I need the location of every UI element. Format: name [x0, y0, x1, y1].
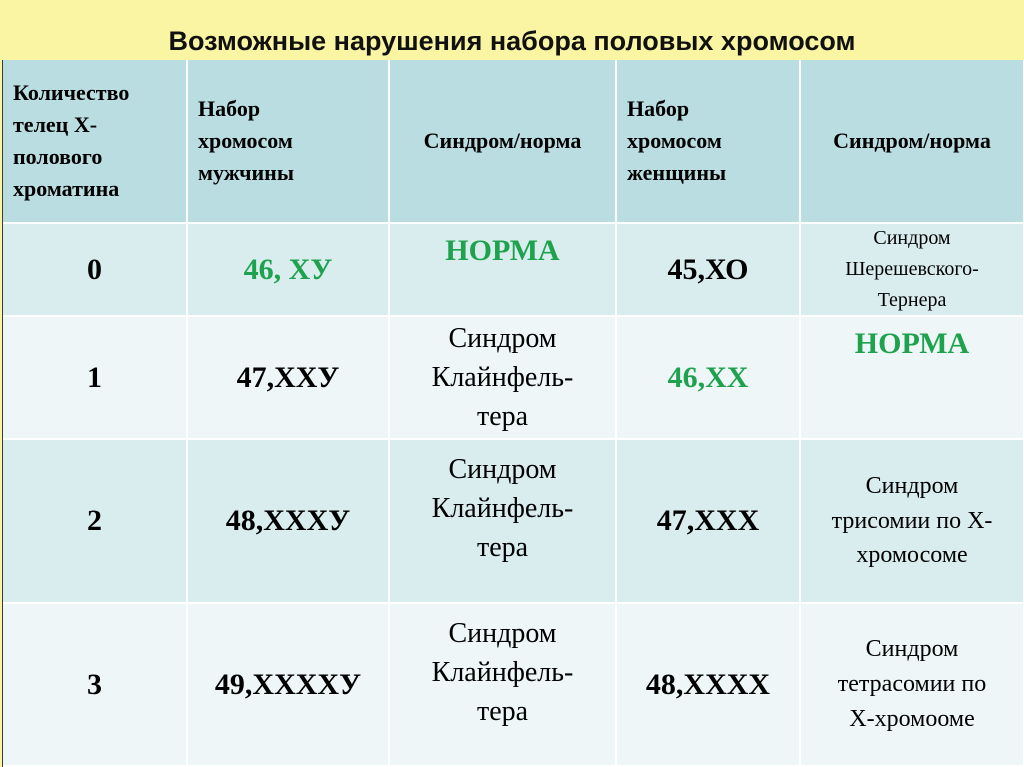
header-male-line1: Набор: [198, 96, 261, 122]
row1-male-syndrome-line2: Клайнфель-: [431, 361, 574, 393]
header-male-syndrome: Синдром/норма: [390, 60, 617, 224]
header-count-line4: хроматина: [13, 175, 120, 201]
row2-male-set: 48,ХХХУ: [188, 440, 390, 604]
header-male-line3: мужчины: [198, 159, 295, 185]
row2-female-syndrome-line3: хромосоме: [856, 542, 968, 569]
row3-female-syndrome: [801, 604, 1024, 767]
header-count: [3, 60, 188, 224]
row2-count: 2: [3, 440, 188, 604]
row0-male-syndrome: НОРМА: [390, 224, 617, 317]
row1-count: 1: [3, 317, 188, 440]
row0-female-syndrome-line3: Тернера: [877, 289, 947, 311]
row3-male-syndrome-line2: Клайнфель-: [431, 657, 574, 689]
header-female-line2: хромосом: [627, 128, 722, 154]
row0-female-syndrome-line2: Шерешевского-: [845, 258, 979, 280]
header-male-set: [188, 60, 390, 224]
row1-male-syndrome-line3: тера: [476, 401, 529, 433]
row2-male-syndrome-line2: Клайнфель-: [431, 493, 574, 525]
row1-female-set: 46,ХХ: [617, 317, 801, 440]
row1-male-set: 47,ХХУ: [188, 317, 390, 440]
row2-female-syndrome: [801, 440, 1024, 604]
header-female-line1: Набор: [627, 96, 690, 122]
header-count-line1: Количество: [13, 80, 130, 106]
row2-male-syndrome: [390, 440, 617, 604]
header-female-syndrome: Синдром/норма: [801, 60, 1024, 224]
header-count-line3: полового: [13, 144, 103, 169]
header-female-set: [617, 60, 801, 224]
row3-male-syndrome-line3: тера: [476, 696, 529, 728]
header-count-line2: телец Х-: [13, 112, 98, 138]
row3-female-syndrome-line2: тетрасомии по: [837, 671, 987, 698]
row2-male-syndrome-line1: Синдром: [448, 454, 557, 485]
header-female-line3: женщины: [627, 159, 727, 185]
row0-female-syndrome: [801, 224, 1024, 317]
row0-female-syndrome-line1: Синдром: [873, 227, 951, 249]
row3-count: 3: [3, 604, 188, 767]
row3-male-set: 49,ХХХХУ: [188, 604, 390, 767]
row3-male-syndrome-line1: Синдром: [448, 618, 557, 649]
row1-female-syndrome: НОРМА: [801, 317, 1024, 440]
row2-male-syndrome-line3: тера: [476, 532, 529, 564]
row3-female-syndrome-line3: Х-хромооме: [849, 705, 975, 732]
row2-female-syndrome-line1: Синдром: [865, 472, 959, 499]
row3-female-syndrome-line1: Синдром: [865, 636, 959, 663]
page-title: Возможные нарушения набора половых хромосом: [168, 26, 856, 56]
row3-female-set: 48,ХХХХ: [617, 604, 801, 767]
row1-male-syndrome: [390, 317, 617, 440]
row1-male-syndrome-line1: Синдром: [448, 322, 557, 354]
row0-count: 0: [3, 224, 188, 317]
row2-female-set: 47,ХХХ: [617, 440, 801, 604]
chromosome-table: [2, 60, 1024, 767]
row0-female-set: 45,ХО: [617, 224, 801, 317]
row2-female-syndrome-line2: трисомии по Х-: [831, 507, 993, 534]
row3-male-syndrome: [390, 604, 617, 767]
row0-male-set: 46, ХУ: [188, 224, 390, 317]
header-male-line2: хромосом: [198, 128, 293, 154]
